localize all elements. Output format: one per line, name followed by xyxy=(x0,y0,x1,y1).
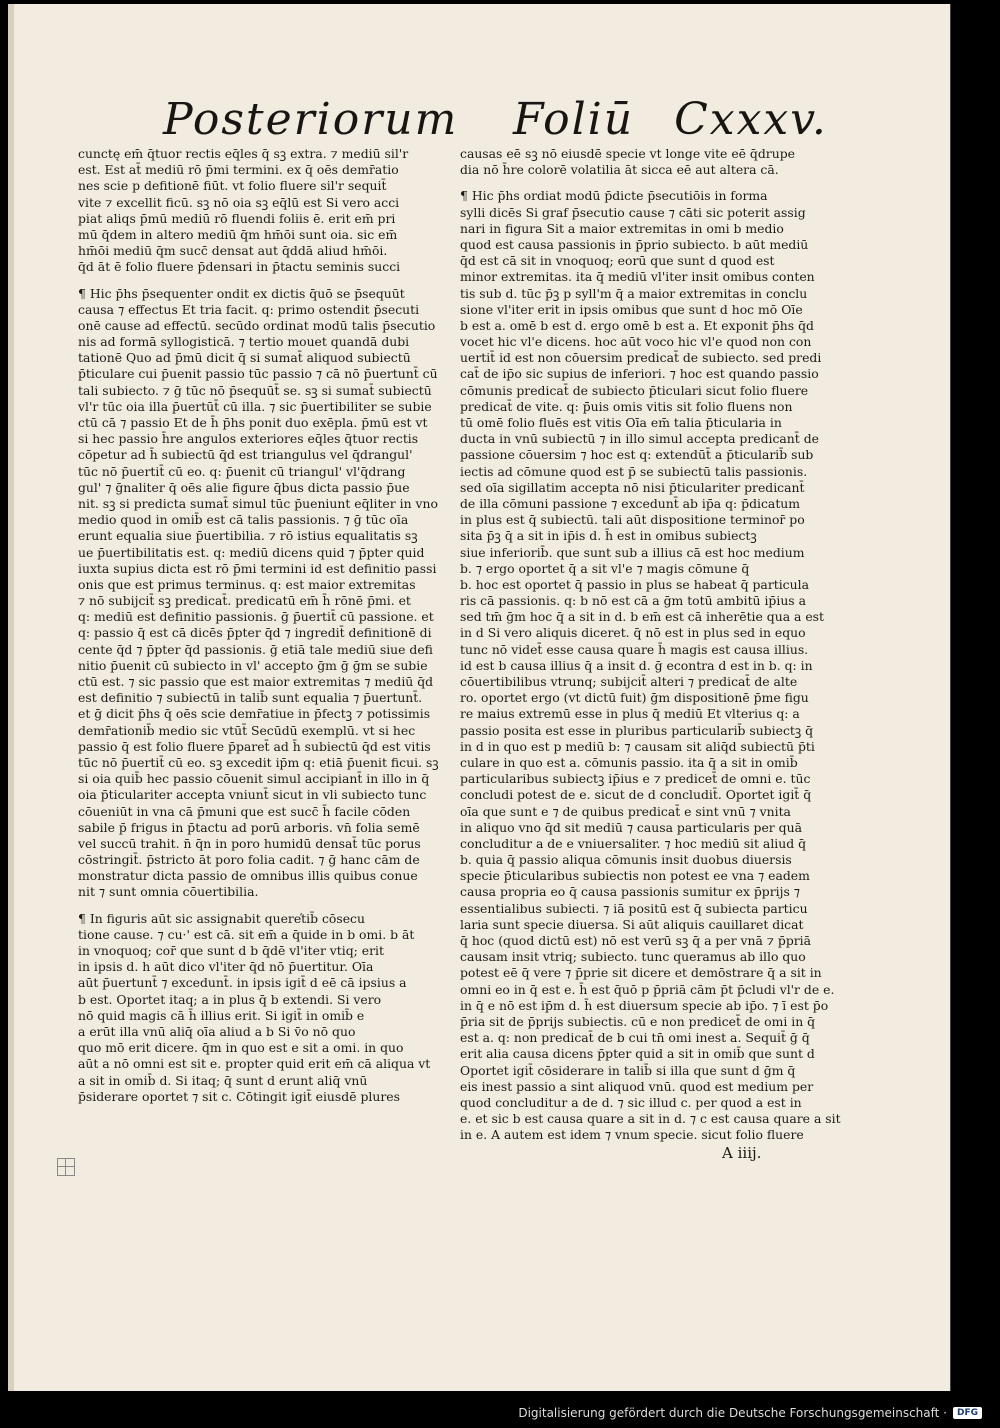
text-line: in q̄ e nō est ip̄m d. h̄ est diuersum specie ab ip̄o. ⁊ ī est p̄o xyxy=(460,997,829,1013)
text-line: q: passio q̄ est cā dicēs p̄pter q̄d ⁊ ingredit̄ definitionē di xyxy=(78,625,432,641)
right-text-column xyxy=(460,146,841,1143)
text-line: causa ⁊ effectus Et tria facit. q: primo ostendit p̄secuti xyxy=(78,301,420,317)
text-line: ¶ Hic p̄hs p̄sequenter ondit ex dictis q̄uō se p̄sequūt xyxy=(78,285,405,301)
text-line: in ipsis d. h aūt dico vl'iter q̄d nō p̄uertitur. Oīa xyxy=(78,959,374,975)
text-line: ro. oportet ergo (vt dictū fuit) ḡm dispositionē p̄me figu xyxy=(460,690,809,706)
text-line: minor extremitas. ita q̄ mediū vl'iter insit omibus conten xyxy=(460,269,815,285)
text-line: a sit in omib̄ d. Si itaq; q̄ sunt d erunt aliq̄ vnū xyxy=(78,1072,368,1088)
text-line: cente q̄d ⁊ p̄pter q̄d passionis. ḡ etiā tale mediū siue defi xyxy=(78,641,433,657)
text-line: p̄ria sit de p̄prijs subiectis. cū e non predicet̄ de omi in q̄ xyxy=(460,1013,816,1029)
text-line: est definitio ⁊ subiectū in talib̄ sunt equalia ⁊ p̄uertunt̄. xyxy=(78,690,423,706)
text-line: cōuertibilibus vtrunq; subijcit̄ alteri ⁊ predicat̄ de alte xyxy=(460,674,798,689)
text-line: re maius extremū esse in plus q̄ mediū Et vlterius q: a xyxy=(460,706,800,722)
text-line: eis inest passio a sint aliquod vnū. quod est medium per xyxy=(460,1078,814,1094)
folio-label: Foliū xyxy=(513,94,635,145)
text-line: potest eē q̄ vere ⁊ p̄prie sit dicere et demōstrare q̄ a sit in xyxy=(460,965,822,981)
text-line: Oportet igit̄ cōsiderare in talib̄ si illa que sunt d ḡm q̄ xyxy=(460,1062,796,1078)
text-line: vocet hic vl'e dicens. hoc aūt voco hic vl'e quod non con xyxy=(460,334,812,350)
text-line: tū omē folio fluēs est vitis Oīa em̄ talia p̄ticularia in xyxy=(460,415,782,430)
text-line: sione vl'iter erit in ipsis omibus que sunt d hoc mō Oīe xyxy=(460,301,803,317)
text-line: in vnoquoq; cor̄ que sunt d b q̄dē vl'iter vtiq; erit xyxy=(78,943,384,958)
text-line: erit alia causa dicens p̄pter quid a sit in omib̄ que sunt d xyxy=(460,1046,815,1062)
text-line: aūt p̄uertunt̄ ⁊ excedunt̄. in ipsis igit̄ d eē cā ipsius a xyxy=(78,975,407,991)
text-line: nari in figura Sit a maior extremitas in omi b medio xyxy=(460,220,784,236)
text-line: passione cōuersim ⁊ hoc est q: extendūt̄ a p̄ticularib̄ sub xyxy=(460,447,814,463)
text-line: b. ⁊ ergo oportet q̄ a sit vl'e ⁊ magis cōmune q̄ xyxy=(460,560,750,576)
text-line: cat̄ de ip̄o sic supius de inferiori. ⁊ hoc est quando passio xyxy=(460,366,819,382)
text-line: siue inferiorib̄. que sunt sub a illius cā est hoc medium xyxy=(460,544,805,560)
text-line: b. hoc est oportet q̄ passio in plus se habeat q̄ particula xyxy=(460,576,809,592)
text-line: iectis ad cōmune quod est p̄ se subiectū talis passionis. xyxy=(460,463,808,479)
text-line: nit. sꝫ si predicta sumat̄ simul tūc p̄ueniunt eq̄liter in vno xyxy=(78,495,438,511)
paragraph-gap xyxy=(78,276,438,286)
text-line: predicat̄ de vite. q: p̄̄uis omis vitis sit folio fluens non xyxy=(460,398,793,414)
crosshair-target-icon xyxy=(57,1158,75,1176)
text-line: vite ⁊ excellit ficū. sꝫ nō oia sꝫ eq̄lū est Si vero acci xyxy=(78,194,400,210)
text-line: causa propria eo q̄ causa passionis sumitur ex p̄prijs ⁊ xyxy=(460,884,800,900)
text-line: b est a. omē b est d. ergo omē b est a. Et exponit p̄hs q̄d xyxy=(460,317,814,333)
text-line: demr̄ationib̄ medio sic vtūt̄ Secūdū exemplū. vt si hec xyxy=(78,722,416,738)
text-line: p̄siderare oportet ⁊ sit c. Cōtingit igit̄ eiusdē plures xyxy=(78,1088,400,1104)
text-line: q̄d est cā sit in vnoquoq; eorū que sunt d quod est xyxy=(460,253,775,269)
text-line: nes scie p defitionē fiūt. vt folio fluere sil'r sequit̄ xyxy=(78,178,387,194)
text-line: causas eē sꝫ nō eiusdē specie vt longe vite eē q̄drupe xyxy=(460,146,795,161)
text-line: in e. A autem est idem ⁊ vnum specie. sicut folio fluere xyxy=(460,1127,804,1143)
text-line: cōpetur ad h̄ subiectū q̄d est triangulus vel q̄drangul' xyxy=(78,447,413,463)
text-line: concludi potest de e. sicut de d concludit̄. Oportet igit̄ q̄ xyxy=(460,787,812,803)
text-line: ctū cā ⁊ passio Et de h̄ p̄hs ponit duo exēpla. p̄mū est vt xyxy=(78,415,428,430)
text-line: q̄ hoc (quod dictū est) nō est verū sꝫ q̄ a per vnā ⁊ p̄priā xyxy=(460,933,812,948)
text-line: quod est causa passionis in p̄prio subiecto. b aūt mediū xyxy=(460,236,809,252)
text-line: essentialibus subiecti. ⁊ iā positū est q̄ subiecta particu xyxy=(460,900,808,916)
footer-bar xyxy=(518,1406,982,1420)
text-line: sed tm̄ ḡm hoc q̄ a sit in d. b em̄ est cā inherētie qua a est xyxy=(460,609,825,625)
footer-text: Digitalisierung gefördert durch die Deutsche Forschungsgemeinschaft · xyxy=(518,1406,947,1420)
text-line: vel succū trahit. n̄ q̄n in poro humidū densat̄ tūc porus xyxy=(78,835,421,851)
text-line: vl'r tūc oia illa p̄uertūt̄ cū illa. ⁊ sic p̄uertibiliter se subie xyxy=(78,398,432,414)
text-line: ue p̄uertibilitatis est. q: mediū dicens quid ⁊ p̄pter quid xyxy=(78,544,425,560)
text-line: aūt a nō omni est sit e. propter quid erit em̄ cā aliqua vt xyxy=(78,1056,431,1072)
text-line: gul' ⁊ ḡnaliter q̄ oēs alie figure q̄bus dicta passio p̄ue xyxy=(78,479,410,495)
text-line: ducta in vnū subiectū ⁊ in illo simul accepta predicant̄ de xyxy=(460,431,819,447)
text-line: ris cā passionis. q: b nō est cā a ḡm totū ambitū ip̄ius a xyxy=(460,593,806,609)
text-line: et ḡ dicit p̄hs q̄ oēs scie demr̄atiue in p̄fectꝫ ⁊ potissimis xyxy=(78,706,431,722)
text-line: b est. Oportet itaq; a in plus q̄ b extendi. Si vero xyxy=(78,991,382,1007)
text-line: si hec passio h̄re angulos exteriores eq̄les q̄tuor rectis xyxy=(78,431,419,447)
text-line: uertit̄ id est non cōuersim predicat̄ de subiecto. sed predi xyxy=(460,350,822,366)
text-line: tali subiecto. ⁊ ḡ tūc nō p̄sequūt̄ se. sꝫ si sumat̄ subiectū xyxy=(78,382,432,398)
text-line: sed oīa sigillatim accepta nō nisi p̄ticulariter predicant̄ xyxy=(460,479,805,495)
text-line: oīa que sunt e ⁊ de quibus predicat̄ e sint vnū ⁊ vnita xyxy=(460,803,791,819)
text-line: onis que est primus terminus. q: est maior extremitas xyxy=(78,576,416,592)
book-page xyxy=(8,4,951,1391)
text-line: a erūt illa vnū aliq̄ oīa aliud a b Si v̄o nō quo xyxy=(78,1023,356,1039)
text-line: piat aliqs p̄mū mediū rō fluendi foliis ē. erit em̄ pri xyxy=(78,210,396,226)
text-line: sabile p̄ frigus in p̄tactu ad porū arboris. vn̄ folia semē xyxy=(78,819,420,835)
text-line: omni eo in q̄ est e. h̄ est q̄uō p p̄priā cām p̄t p̄cludi vl'r de e. xyxy=(460,981,835,997)
text-line: ¶ Hic p̄hs ordiat modū p̄dicte p̄secutiōis in forma xyxy=(460,188,768,204)
text-line: nit ⁊ sunt omnia cōuertibilia. xyxy=(78,884,259,900)
text-line: est a. q: non predicat̄ de b cui tn̄ omi inest a. Sequit̄ ḡ q̄ xyxy=(460,1030,810,1046)
text-line: si oia quib̄ hec passio cōuenit simul accipiant̄ in illo in q̄ xyxy=(78,771,430,787)
text-line: concluditur a de e vniuersaliter. ⁊ hoc mediū sit aliud q̄ xyxy=(460,835,807,851)
text-line: cōstringit̄. p̄stricto āt poro folia cadit. ⁊ ḡ hanc cām de xyxy=(78,852,420,868)
text-line: tione cause. ⁊ cu·' est cā. sit em̄ a q̄uide in b omi. b āt xyxy=(78,926,415,942)
text-line: tationē Quo ad p̄mū dicit q̄ si sumat̄ aliquod subiectū xyxy=(78,350,411,366)
text-line: hm̄ōi mediū q̄m succ̄ densat aut q̄ddā aliud hm̄ōi. xyxy=(78,243,388,259)
text-line: tūc nō p̄uertit̄ cū eo. q: p̄uenit cū triangul' vl'q̄drang xyxy=(78,463,406,479)
text-line: in d in quo est p mediū b: ⁊ causam sit aliq̄d subiectū p̄ti xyxy=(460,738,815,754)
text-line: onē cause ad effectū. secūdo ordinat modū talis p̄secutio xyxy=(78,317,436,333)
text-line: ctū est. ⁊ sic passio que est maior extremitas ⁊ mediū q̄d xyxy=(78,674,434,689)
text-line: nitio p̄uenit cū subiecto in vl' accepto ḡm ḡ ḡm se subie xyxy=(78,657,428,673)
text-line: particularibus subiectꝫ ip̄ius e ⁊ predicet̄ de omni e. tūc xyxy=(460,771,811,787)
text-line: e. et sic b est causa quare a sit in d. ⁊ c est causa quare a sit xyxy=(460,1111,841,1127)
text-line: quod concluditur a de d. ⁊ sic illud c. per quod a est in xyxy=(460,1094,802,1110)
text-line: erunt equalia siue p̄uertibilia. ⁊ rō istius equalitatis sꝫ xyxy=(78,528,418,544)
text-line: monstratur dicta passio de omnibus illis quibus conue xyxy=(78,868,418,884)
text-line: de illa cōmuni passione ⁊ excedunt̄ ab ip̄a q: p̄dicatum xyxy=(460,495,801,511)
text-line: ¶ In figuris aūt sic assignabit quere̕tib̄ cōsecu xyxy=(78,910,365,926)
text-line: causam insit vtriq; subiecto. tunc queramus ab illo quo xyxy=(460,949,806,965)
text-line: culare in quo est a. cōmunis passio. ita q̄ a sit in omib̄ xyxy=(460,754,798,770)
paragraph-gap xyxy=(460,178,800,188)
left-text-column xyxy=(78,146,438,1105)
text-line: q̄d āt ē folio fluere p̄densari in p̄tactu seminis succi xyxy=(78,259,401,275)
text-line: medio quod in omib̄ est cā talis passionis. ⁊ ḡ tūc oīa xyxy=(78,512,409,528)
text-line: cōueniūt in vna cā p̄muni que est succ̄ h̄ facile cōden xyxy=(78,803,411,819)
text-line: cōmunis predicat̄ de subiecto p̄ticulari sicut folio fluere xyxy=(460,382,809,398)
text-line: in plus est q̄ subiectū. tali aūt dispositione terminor̄ po xyxy=(460,512,805,528)
text-line: laria sunt specie diuersa. Si aūt aliquis cauillaret dicat xyxy=(460,916,804,932)
text-line: specie p̄ticularibus subiectis non potest ee vna ⁊ eadem xyxy=(460,868,810,884)
text-line: id est b causa illius q̄ a insit d. ḡ econtra d est in b. q: in xyxy=(460,657,813,673)
text-line: dia nō h̄re colorē volatilia āt sicca eē aut altera cā. xyxy=(460,162,779,178)
text-line: mū q̄dem in altero mediū q̄m hm̄ōi sunt oia. sic em̄ xyxy=(78,226,398,242)
text-line: oia p̄ticulariter accepta vniunt̄ sicut in vli subiecto tunc xyxy=(78,787,427,803)
text-line: tis sub d. tūc p̄ꝫ p syll'm q̄ a maior extremitas in conclu xyxy=(460,285,808,301)
dfg-logo-icon: DFG xyxy=(953,1407,982,1419)
running-title: Posteriorum xyxy=(163,94,459,145)
text-line: in d Si vero aliquis diceret. q̄ nō est in plus sed in equo xyxy=(460,625,806,641)
text-line: sylli dicēs Si graf p̄secutio cause ⁊ cāti sic poterit assig xyxy=(460,204,806,220)
text-line: nis ad formā syllogisticā. ⁊ tertio mouet quandā dubi xyxy=(78,334,410,350)
text-line: quo mō erit dicere. q̄m in quo est e sit a omi. in quo xyxy=(78,1040,404,1056)
text-line: in aliquo vno q̄d sit mediū ⁊ causa particularis per quā xyxy=(460,819,802,835)
folio-header xyxy=(513,94,828,145)
text-line: q: mediū est definitio passionis. ḡ p̄uertit̄ cū passione. et xyxy=(78,609,434,625)
text-line: tunc nō videt̄ esse causa quare h̄ magis est causa illius. xyxy=(460,641,809,657)
text-line: sita p̄ꝫ q̄ a sit in ip̄is d. h̄ est in omibus subiectꝫ xyxy=(460,528,757,544)
paragraph-gap xyxy=(78,901,438,911)
folio-number: Cxxxv. xyxy=(674,94,828,145)
text-line: cunctę em̄ q̄tuor rectis eq̄les q̄ sꝫ extra. ⁊ mediū sil'r xyxy=(78,146,409,161)
text-line: passio posita est esse in pluribus particularib̄ subiectꝫ q̄ xyxy=(460,722,814,738)
text-line: p̄ticulare cui p̄uenit passio tūc passio ⁊ cā nō p̄uertunt̄ cū xyxy=(78,366,438,382)
text-line: b. quia q̄ passio aliqua cōmunis insit duobus diuersis xyxy=(460,852,792,868)
text-line: ⁊ nō subijcit̄ sꝫ predicat̄. predicatū em̄ h̄ rōnē p̄mi. et xyxy=(78,593,411,609)
text-line: iuxta supius dicta est rō p̄mi termini id est definitio passi xyxy=(78,560,437,576)
text-line: nō quid magis cā h̄ illius erit. Si igit̄ in omib̄ e xyxy=(78,1007,365,1023)
signature-mark: A iiij. xyxy=(722,1144,762,1162)
text-line: passio q̄ est folio fluere p̄paret̄ ad h̄ subiectū q̄d est vitis xyxy=(78,738,431,754)
text-line: tūc nō p̄uertit̄ cū eo. sꝫ excedit ip̄m q: etiā p̄uenit ficui. sꝫ xyxy=(78,754,439,770)
text-line: est. Est at̄ mediū rō p̄mi termini. ex q̄ oēs demr̄atio xyxy=(78,162,399,178)
